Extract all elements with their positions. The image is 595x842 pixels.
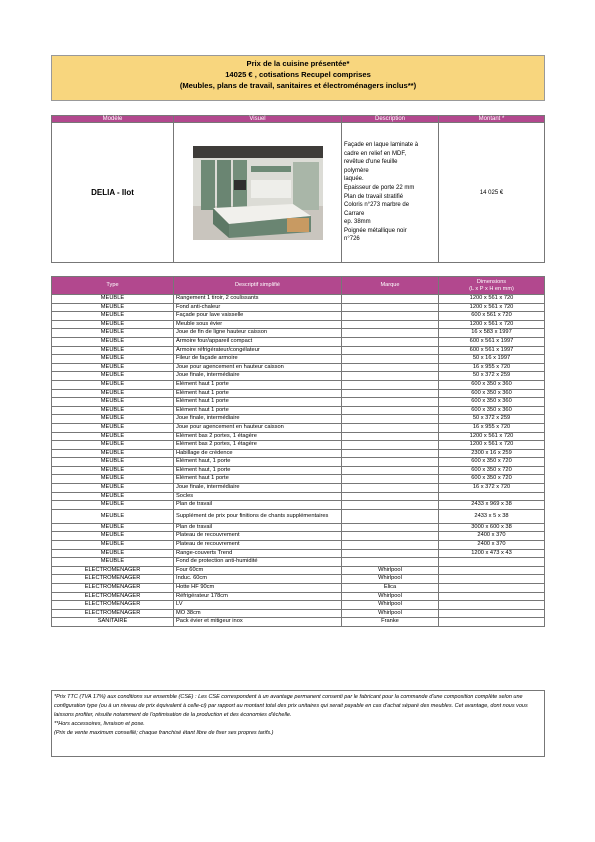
descriptif-cell: Elément bas 2 portes, 1 étagère xyxy=(174,432,342,441)
dimensions-cell: 50 x 16 x 1997 xyxy=(439,355,545,364)
type-cell: MEUBLE xyxy=(52,532,174,541)
brand-cell xyxy=(342,303,439,312)
footnote-cse: *Prix TTC (TVA 17%) aux conditions sur ensemble (CSE) : Les CSE correspondent à un avantage permanent consenti par le fabricant pour la commande d'une composition complète selon une configuration type (ou à un niveau de prix équivalent à celle-ci) par rapport au montant total des prix unitaires qui serait payable en cas d'achat séparé des meubles. Cet avantage, dont nous vous laissons profiter, résulte notamment de l'optimisation de la production et des économies d'échelle. xyxy=(54,694,528,718)
brand-cell xyxy=(342,389,439,398)
dimensions-cell: 1200 x 561 x 720 xyxy=(439,303,545,312)
brand-cell: Whirlpool xyxy=(342,575,439,584)
descriptif-cell: Elément haut 1 porte xyxy=(174,398,342,407)
type-cell: ELECTROMENAGER xyxy=(52,592,174,601)
dimensions-cell: 600 x 350 x 360 xyxy=(439,406,545,415)
dimensions-cell: 1200 x 561 x 720 xyxy=(439,320,545,329)
dimensions-cell: 50 x 372 x 259 xyxy=(439,415,545,424)
table-row xyxy=(52,566,545,575)
descriptif-cell: Armoire réfrigérateur/congélateur xyxy=(174,346,342,355)
descriptif-cell: Joue finale, intermédiaire xyxy=(174,372,342,381)
descriptif-cell: Joue finale, intermédiaire xyxy=(174,484,342,493)
col-header-visual: Visuel xyxy=(174,116,342,123)
dimensions-cell: 600 x 350 x 720 xyxy=(439,458,545,467)
table-row xyxy=(52,558,545,567)
descriptif-cell: Supplément de prix pour finitions de chants supplémentaires xyxy=(174,509,342,523)
type-cell: MEUBLE xyxy=(52,466,174,475)
table-row xyxy=(52,523,545,532)
footnote-excl: **Hors accessoires, livraison et pose. xyxy=(54,721,145,727)
desc-line: Epaisseur de porte 22 mm xyxy=(344,184,415,191)
brand-cell xyxy=(342,458,439,467)
type-cell: MEUBLE xyxy=(52,337,174,346)
type-cell: MEUBLE xyxy=(52,363,174,372)
table-row xyxy=(52,541,545,550)
descriptif-cell: Hotte HF 90cm xyxy=(174,584,342,593)
desc-line: Poignée métallique noir xyxy=(344,227,407,234)
type-cell: MEUBLE xyxy=(52,398,174,407)
type-cell: MEUBLE xyxy=(52,320,174,329)
brand-cell xyxy=(342,398,439,407)
brand-cell xyxy=(342,380,439,389)
dimensions-cell: 50 x 372 x 259 xyxy=(439,372,545,381)
descriptif-cell: Elément bas 2 portes, 1 étagère xyxy=(174,441,342,450)
desc-line: Coloris n°273 marbre de xyxy=(344,202,410,209)
desc-line: n°726 xyxy=(344,236,360,243)
col-header-amount: Montant * xyxy=(439,116,545,123)
type-cell: MEUBLE xyxy=(52,355,174,364)
type-cell: MEUBLE xyxy=(52,423,174,432)
dimensions-cell xyxy=(439,575,545,584)
type-cell: MEUBLE xyxy=(52,415,174,424)
dimensions-cell: 600 x 350 x 720 xyxy=(439,466,545,475)
model-name: DELIA - Ilot xyxy=(52,123,174,263)
table-row xyxy=(52,492,545,501)
kitchen-photo xyxy=(193,146,323,240)
dimensions-cell xyxy=(439,492,545,501)
descriptif-cell: Plateau de recouvrement xyxy=(174,541,342,550)
descriptif-cell: Plateau de recouvrement xyxy=(174,532,342,541)
descriptif-cell: Elément haut, 1 porte xyxy=(174,466,342,475)
table-row xyxy=(52,355,545,364)
brand-cell: Franke xyxy=(342,618,439,627)
brand-cell xyxy=(342,541,439,550)
type-cell: MEUBLE xyxy=(52,541,174,550)
brand-cell: Whirlpool xyxy=(342,592,439,601)
table-row xyxy=(52,415,545,424)
descriptif-cell: Fileur de façade armoire xyxy=(174,355,342,364)
dimensions-cell: 600 x 561 x 1997 xyxy=(439,346,545,355)
type-cell: MEUBLE xyxy=(52,406,174,415)
table-row xyxy=(52,458,545,467)
type-cell: MEUBLE xyxy=(52,295,174,304)
table-row xyxy=(52,406,545,415)
table-row xyxy=(52,592,545,601)
descriptif-cell: Elément haut 1 porte xyxy=(174,406,342,415)
table-row xyxy=(52,575,545,584)
col-header-brand: Marque xyxy=(342,277,439,295)
dimensions-cell: 3000 x 600 x 38 xyxy=(439,523,545,532)
descriptif-cell: Joue finale, intermédiaire xyxy=(174,415,342,424)
table-row xyxy=(52,584,545,593)
col-header-model: Modèle xyxy=(52,116,174,123)
details-body xyxy=(52,295,545,627)
type-cell: MEUBLE xyxy=(52,389,174,398)
col-header-description: Description xyxy=(342,116,439,123)
dimensions-cell: 2300 x 16 x 259 xyxy=(439,449,545,458)
type-cell: MEUBLE xyxy=(52,549,174,558)
brand-cell xyxy=(342,337,439,346)
brand-cell xyxy=(342,475,439,484)
type-cell: ELECTROMENAGER xyxy=(52,584,174,593)
table-row xyxy=(52,363,545,372)
dimensions-cell xyxy=(439,618,545,627)
table-row xyxy=(52,295,545,304)
dimensions-cell: 16 x 372 x 720 xyxy=(439,484,545,493)
brand-cell xyxy=(342,492,439,501)
table-row xyxy=(52,389,545,398)
brand-cell xyxy=(342,312,439,321)
type-cell: MEUBLE xyxy=(52,509,174,523)
header-price: 14025 € , cotisations Recupel comprises xyxy=(225,70,371,79)
table-row xyxy=(52,449,545,458)
table-row xyxy=(52,484,545,493)
type-cell: MEUBLE xyxy=(52,441,174,450)
type-cell: ELECTROMENAGER xyxy=(52,566,174,575)
type-cell: MEUBLE xyxy=(52,501,174,510)
type-cell: MEUBLE xyxy=(52,372,174,381)
dimensions-cell: 16 x 955 x 720 xyxy=(439,423,545,432)
dimensions-cell: 2400 x 370 xyxy=(439,532,545,541)
descriptif-cell: Rangement 1 tiroir, 2 coulissants xyxy=(174,295,342,304)
type-cell: MEUBLE xyxy=(52,458,174,467)
table-row xyxy=(52,320,545,329)
table-row xyxy=(52,601,545,610)
dimensions-cell: 1200 x 561 x 720 xyxy=(439,441,545,450)
desc-line: cadre en relief en MDF, xyxy=(344,150,407,157)
table-row xyxy=(52,509,545,523)
dimensions-cell: 16 x 583 x 1997 xyxy=(439,329,545,338)
dimensions-cell: 600 x 350 x 360 xyxy=(439,389,545,398)
table-row xyxy=(52,303,545,312)
table-row xyxy=(52,398,545,407)
descriptif-cell: Fond anti-chaleur xyxy=(174,303,342,312)
description-cell xyxy=(342,123,439,263)
table-row xyxy=(52,532,545,541)
dimensions-cell: 600 x 350 x 360 xyxy=(439,380,545,389)
brand-cell xyxy=(342,501,439,510)
brand-cell: Whirlpool xyxy=(342,609,439,618)
table-row xyxy=(52,618,545,627)
dimensions-cell: 1200 x 561 x 720 xyxy=(439,295,545,304)
brand-cell xyxy=(342,441,439,450)
descriptif-cell: Elément haut 1 porte xyxy=(174,380,342,389)
footnotes xyxy=(51,690,545,757)
type-cell: MEUBLE xyxy=(52,312,174,321)
dimensions-cell: 600 x 561 x 1997 xyxy=(439,337,545,346)
descriptif-cell: Four 60cm xyxy=(174,566,342,575)
dimensions-header-line2: (L x P x H en mm) xyxy=(469,285,514,292)
type-cell: MEUBLE xyxy=(52,346,174,355)
table-row xyxy=(52,380,545,389)
dimensions-cell: 16 x 955 x 720 xyxy=(439,363,545,372)
descriptif-cell: Elément haut 1 porte xyxy=(174,389,342,398)
descriptif-cell: Joue de fin de ligne hauteur caisson xyxy=(174,329,342,338)
dimensions-header-line1: Dimensions xyxy=(476,279,507,285)
header-subtitle: (Meubles, plans de travail, sanitaires et électroménagers inclus**) xyxy=(179,81,417,90)
desc-line: laquée. xyxy=(344,176,364,183)
brand-cell xyxy=(342,320,439,329)
details-table xyxy=(51,276,545,627)
brand-cell xyxy=(342,549,439,558)
table-row xyxy=(52,423,545,432)
descriptif-cell: Plan de travail xyxy=(174,523,342,532)
table-row xyxy=(52,372,545,381)
brand-cell xyxy=(342,532,439,541)
dimensions-cell xyxy=(439,558,545,567)
table-row xyxy=(52,501,545,510)
descriptif-cell: Pack évier et mitigeur inox xyxy=(174,618,342,627)
table-row xyxy=(52,337,545,346)
descriptif-cell: Plan de travail xyxy=(174,501,342,510)
dimensions-cell xyxy=(439,592,545,601)
brand-cell xyxy=(342,423,439,432)
brand-cell xyxy=(342,466,439,475)
descriptif-cell: Réfrigérateur 178cm xyxy=(174,592,342,601)
table-row xyxy=(52,475,545,484)
footnote-msrp: (Prix de vente maximum conseillé; chaque franchisé étant libre de fixer ses propres tarifs.) xyxy=(54,730,274,736)
desc-line: polymère xyxy=(344,167,369,174)
col-header-type: Type xyxy=(52,277,174,295)
type-cell: MEUBLE xyxy=(52,558,174,567)
type-cell: MEUBLE xyxy=(52,523,174,532)
brand-cell: Whirlpool xyxy=(342,601,439,610)
type-cell: MEUBLE xyxy=(52,492,174,501)
descriptif-cell: Fond de protection anti-humidité xyxy=(174,558,342,567)
brand-cell xyxy=(342,295,439,304)
table-row xyxy=(52,346,545,355)
descriptif-cell: Induc. 60cm xyxy=(174,575,342,584)
descriptif-cell: Façade pour lave vaisselle xyxy=(174,312,342,321)
amount-value: 14 025 € xyxy=(439,123,545,263)
brand-cell xyxy=(342,509,439,523)
col-header-dimensions xyxy=(439,277,545,295)
descriptif-cell: Elément haut 1 porte xyxy=(174,475,342,484)
type-cell: SANITAIRE xyxy=(52,618,174,627)
brand-cell xyxy=(342,329,439,338)
table-row xyxy=(52,312,545,321)
type-cell: MEUBLE xyxy=(52,380,174,389)
descriptif-cell: MO 38cm xyxy=(174,609,342,618)
table-row xyxy=(52,329,545,338)
brand-cell xyxy=(342,523,439,532)
descriptif-cell: Joue pour agencement en hauteur caisson xyxy=(174,423,342,432)
type-cell: MEUBLE xyxy=(52,484,174,493)
type-cell: ELECTROMENAGER xyxy=(52,601,174,610)
desc-line: Plan de travail stratifié xyxy=(344,193,404,200)
dimensions-cell: 2433 x 969 x 38 xyxy=(439,501,545,510)
summary-table xyxy=(51,115,545,263)
descriptif-cell: Habillage de crédence xyxy=(174,449,342,458)
brand-cell xyxy=(342,363,439,372)
descriptif-cell: Armoire four/appareil compact xyxy=(174,337,342,346)
type-cell: MEUBLE xyxy=(52,329,174,338)
desc-line: ep. 38mm xyxy=(344,219,371,226)
price-header-box xyxy=(51,55,545,101)
type-cell: MEUBLE xyxy=(52,303,174,312)
table-row xyxy=(52,441,545,450)
dimensions-cell: 1200 x 473 x 43 xyxy=(439,549,545,558)
brand-cell: Elica xyxy=(342,584,439,593)
dimensions-cell: 2433 x 5 x 38 xyxy=(439,509,545,523)
table-row xyxy=(52,609,545,618)
descriptif-cell: Elément haut, 1 porte xyxy=(174,458,342,467)
table-row xyxy=(52,432,545,441)
table-row xyxy=(52,549,545,558)
dimensions-cell: 600 x 350 x 360 xyxy=(439,398,545,407)
descriptif-cell: Range-couverts Trend xyxy=(174,549,342,558)
brand-cell xyxy=(342,415,439,424)
col-header-descriptif: Descriptif simplifié xyxy=(174,277,342,295)
brand-cell: Whirlpool xyxy=(342,566,439,575)
type-cell: MEUBLE xyxy=(52,432,174,441)
type-cell: ELECTROMENAGER xyxy=(52,609,174,618)
descriptif-cell: Meuble sous évier xyxy=(174,320,342,329)
dimensions-cell: 1200 x 561 x 720 xyxy=(439,432,545,441)
table-row xyxy=(52,466,545,475)
dimensions-cell xyxy=(439,584,545,593)
type-cell: MEUBLE xyxy=(52,449,174,458)
desc-line: revêtue d'une feuille xyxy=(344,159,398,166)
brand-cell xyxy=(342,558,439,567)
dimensions-cell xyxy=(439,566,545,575)
brand-cell xyxy=(342,449,439,458)
descriptif-cell: Joue pour agencement en hauteur caisson xyxy=(174,363,342,372)
desc-line: Façade en laque laminate à xyxy=(344,141,419,148)
dimensions-cell xyxy=(439,601,545,610)
dimensions-cell: 600 x 561 x 720 xyxy=(439,312,545,321)
kitchen-visual-cell xyxy=(174,123,342,263)
descriptif-cell: Socles xyxy=(174,492,342,501)
brand-cell xyxy=(342,484,439,493)
dimensions-cell: 600 x 350 x 720 xyxy=(439,475,545,484)
dimensions-cell: 2400 x 370 xyxy=(439,541,545,550)
type-cell: ELECTROMENAGER xyxy=(52,575,174,584)
brand-cell xyxy=(342,406,439,415)
dimensions-cell xyxy=(439,609,545,618)
brand-cell xyxy=(342,346,439,355)
type-cell: MEUBLE xyxy=(52,475,174,484)
descriptif-cell: LV xyxy=(174,601,342,610)
header-title: Prix de la cuisine présentée* xyxy=(246,59,350,68)
desc-line: Carrare xyxy=(344,210,365,217)
brand-cell xyxy=(342,372,439,381)
brand-cell xyxy=(342,355,439,364)
brand-cell xyxy=(342,432,439,441)
